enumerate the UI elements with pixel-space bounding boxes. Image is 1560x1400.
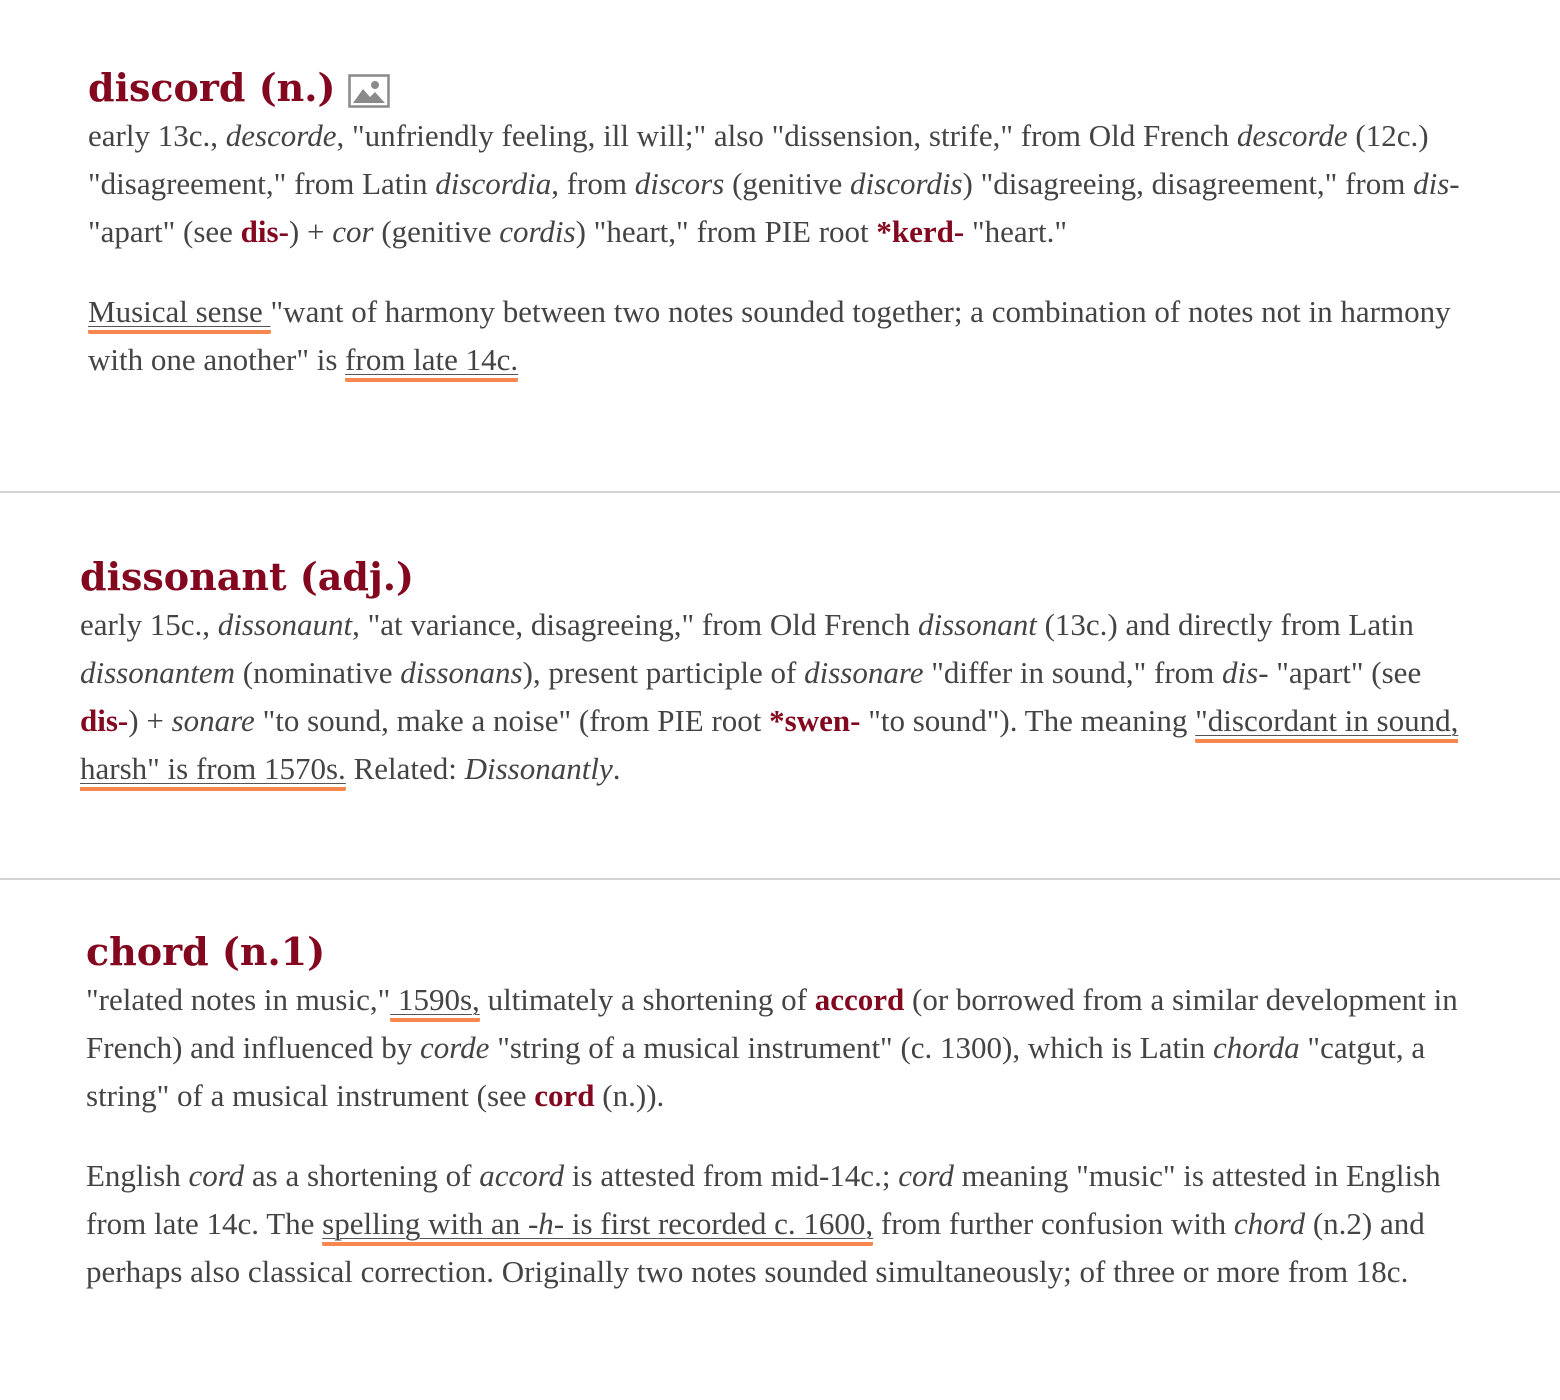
- link-dis[interactable]: dis-: [80, 703, 129, 738]
- definition-paragraph: early 13c., descorde, "unfriendly feeling, ill will;" also "dissension, strife," from Old French descorde (12c.) "disagreement," from Latin discordia, from discors (genitive discordis) "disagreeing, disagreement," from dis- "apart" (see dis-) + cor (genitive cordis) "heart," from PIE root *kerd- "heart.": [88, 118, 1460, 249]
- highlight-musical-sense: Musical sense: [88, 294, 271, 334]
- link-swen[interactable]: *swen-: [769, 703, 861, 738]
- highlight-late-14c: from late 14c.: [345, 342, 518, 382]
- definition-paragraph: early 15c., dissonaunt, "at variance, disagreeing," from Old French dissonant (13c.) and directly from Latin dissonantem (nominative dissonans), present participle of dissonare "differ in sound," from dis- "apart" (see dis-) + sonare "to sound, make a noise" (from PIE root *swen- "to sound"). The meaning "discordant in sound, harsh" is from 1570s. Related: Dissonantly.: [80, 601, 1480, 793]
- highlight-1570s: "discordant in sound, harsh" is from 1570s.: [80, 703, 1458, 791]
- entry-chord: [86, 928, 1486, 1296]
- image-icon[interactable]: [348, 71, 390, 105]
- entry-discord: [88, 64, 1488, 384]
- section-divider: [0, 878, 1560, 880]
- link-accord[interactable]: accord: [814, 982, 905, 1017]
- section-divider: [0, 491, 1560, 493]
- highlight-1590s: 1590s,: [390, 982, 480, 1022]
- highlight-spelling-1600: spelling with an -h- is first recorded c. 1600,: [322, 1206, 873, 1246]
- link-cord[interactable]: cord: [534, 1078, 595, 1113]
- headword-text[interactable]: chord (n.1): [86, 929, 326, 974]
- usage-paragraph: English cord as a shortening of accord is attested from mid-14c.; cord meaning "music" is attested in English from late 14c. The spelling with an -h- is first recorded c. 1600, from further confusion with chord (n.2) and perhaps also classical correction. Originally two notes sounded simultaneously; of three or more from 18c.: [86, 1158, 1441, 1289]
- usage-paragraph: Musical sense "want of harmony between two notes sounded together; a combination of notes not in harmony with one another" is from late 14c.: [88, 288, 1488, 384]
- headword-text[interactable]: discord (n.): [88, 65, 336, 110]
- link-dis[interactable]: dis-: [240, 214, 289, 249]
- headword-text[interactable]: dissonant (adj.): [80, 554, 414, 599]
- headword-discord[interactable]: [88, 64, 1488, 112]
- headword-dissonant[interactable]: [80, 553, 1480, 601]
- entry-dissonant: [80, 553, 1480, 793]
- link-kerd[interactable]: *kerd-: [876, 214, 965, 249]
- headword-chord[interactable]: [86, 928, 1486, 976]
- definition-paragraph: "related notes in music," 1590s, ultimately a shortening of accord (or borrowed from a similar development in French) and influenced by corde "string of a musical instrument" (c. 1300), which is Latin chorda "catgut, a string" of a musical instrument (see cord (n.)).: [86, 982, 1458, 1113]
